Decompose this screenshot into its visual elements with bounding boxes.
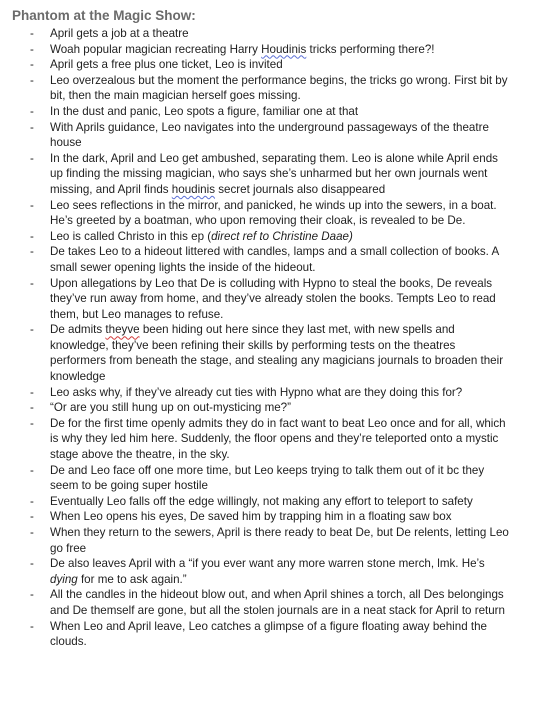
- list-item-text: Leo asks why, if they’ve already cut ties with Hypno what are they doing this for?: [50, 385, 463, 399]
- list-item: [12, 244, 510, 275]
- list-item: [12, 385, 510, 401]
- list-item-text: De admits: [50, 323, 106, 337]
- list-item-text: Houdinis: [261, 42, 307, 56]
- list-item: [12, 198, 510, 229]
- list-item: [12, 229, 510, 245]
- list-item-text: Leo sees reflections in the mirror, and panicked, he winds up into the sewers, in a boat. He’s greeted by a boatman, who upon removing their cloak, is revealed to be De.: [50, 198, 497, 228]
- list-item: [12, 322, 510, 384]
- list-item-text: Upon allegations by Leo that De is colluding with Hypno to steal the books, De reveals they’ve run away from home, and they’ve already stolen the books. Tempts Leo to read them, but Leo manages to refuse.: [50, 276, 496, 321]
- list-item: [12, 619, 510, 650]
- list-item: [12, 587, 510, 618]
- list-item: [12, 120, 510, 151]
- list-item: [12, 104, 510, 120]
- list-item-text: Leo is called Christo in this ep (: [50, 229, 212, 243]
- list-item: [12, 416, 510, 463]
- list-item: [12, 463, 510, 494]
- list-item-text: All the candles in the hideout blow out, and when April shines a torch, all Des belongings and De themself are gone, but all the stolen journals are in a neat stack for April to return: [50, 588, 505, 617]
- list-item-text: When Leo and April leave, Leo catches a glimpse of a figure floating away behind the clouds.: [50, 619, 487, 649]
- list-item: [12, 525, 510, 556]
- list-item: [12, 151, 510, 198]
- list-item-text: With Aprils guidance, Leo navigates into the underground passageways of the theatre house: [50, 120, 489, 150]
- list-item-text: De also leaves April with a “if you ever want any more warren stone merch, lmk. He’s: [50, 557, 485, 571]
- list-item-text: In the dark, April and Leo get ambushed, separating them. Leo is alone while April ends up finding the missing magician, who says she’s unharmed but her own journals went missing, and April finds: [50, 151, 498, 196]
- list-item-text: Woah popular magician recreating Harry: [50, 42, 262, 56]
- document-title: Phantom at the Magic Show:: [12, 8, 196, 23]
- list-item-text: De and Leo face off one more time, but Leo keeps trying to talk them out of it bc they seem to be going super hostile: [50, 463, 485, 493]
- list-item-text: for me to ask again.”: [77, 572, 187, 586]
- list-item: [12, 26, 510, 42]
- list-item: [12, 42, 510, 58]
- list-item-text: In the dust and panic, Leo spots a figure, familiar one at that: [50, 104, 359, 118]
- list-item-text: been hiding out here since they last met, with new spells and knowledge, they’ve been refining their skills by performing tests on the theatres performers from beneath the stage, and stealing any magicians journals to broaden their knowledge: [50, 323, 504, 384]
- list-item-text: De takes Leo to a hideout littered with candles, lamps and a small collection of books. A small sewer opening lights the inside of the hideout.: [50, 245, 499, 274]
- list-item: [12, 494, 510, 510]
- list-item: [12, 556, 510, 587]
- list-item-text: Leo overzealous but the moment the performance begins, the tricks go wrong. First bit by bit, then the main magician herself goes missing.: [50, 73, 508, 103]
- list-item-text: April gets a free plus one ticket, Leo is invited: [50, 58, 283, 72]
- list-item-text: secret journals also disappeared: [215, 182, 386, 196]
- list-item-text: tricks performing there?!: [306, 42, 435, 56]
- list-item-text: houdinis: [171, 182, 215, 196]
- list-item-text: April gets a job at a theatre: [50, 27, 189, 40]
- list-item: [12, 276, 510, 323]
- list-item: [12, 400, 510, 416]
- list-item-text: De for the first time openly admits they do in fact want to beat Leo once and for all, which is why they led him here. Suddenly, the floor opens and they’re teleported onto a mystic stage above the theatre, in the sky.: [50, 416, 506, 462]
- list-item-text: dying: [50, 572, 78, 586]
- list-item: [12, 509, 510, 525]
- list-item-text: When Leo opens his eyes, De saved him by trapping him in a floating saw box: [50, 510, 452, 524]
- list-item-text: theyve: [105, 323, 140, 337]
- list-item-text: direct ref to Christine Daae): [211, 229, 353, 243]
- bullet-list: [12, 26, 510, 650]
- list-item-text: Eventually Leo falls off the edge willingly, not making any effort to teleport to safety: [50, 494, 473, 508]
- list-item: [12, 57, 510, 73]
- list-item-text: When they return to the sewers, April is there ready to beat De, but De relents, letting Leo go free: [50, 526, 509, 555]
- list-item-text: “Or are you still hung up on out-mysticing me?”: [50, 401, 291, 415]
- list-item: [12, 73, 510, 104]
